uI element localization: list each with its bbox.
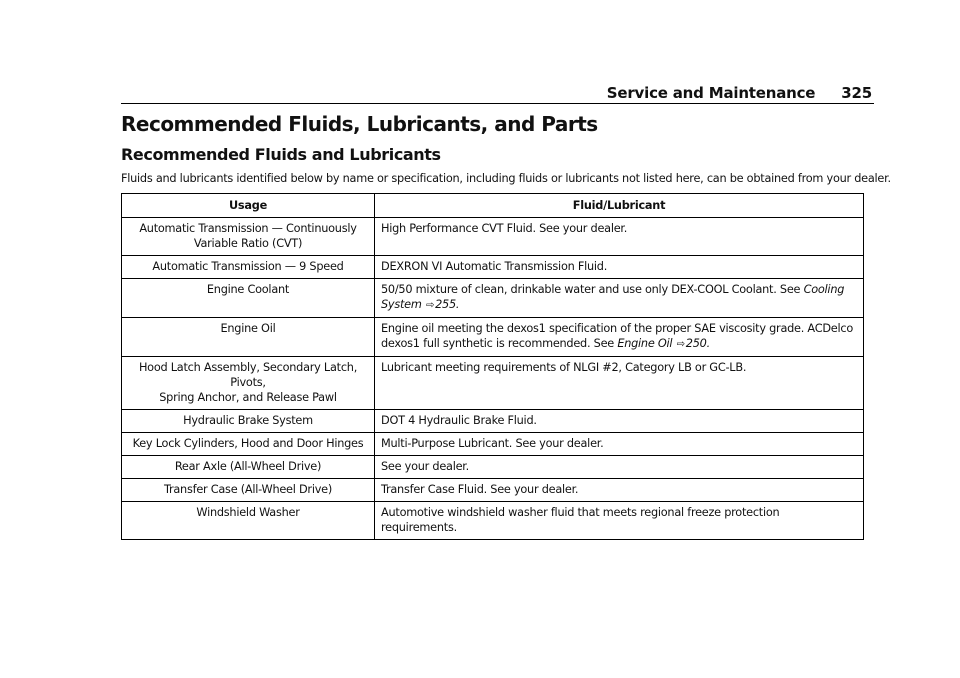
column-header-fluid: Fluid/Lubricant (375, 194, 864, 218)
fluid-text: 50/50 mixture of clean, drinkable water and use only DEX-COOL Coolant. See (381, 283, 804, 296)
fluid-text: Automotive windshield washer fluid that meets regional freeze protection requirements. (381, 506, 780, 534)
usage-cell (122, 318, 375, 357)
usage-text: Variable Ratio (CVT) (193, 237, 303, 250)
usage-text: Automatic Transmission — 9 Speed (152, 260, 344, 273)
fluid-text: High Performance CVT Fluid. See your dealer. (381, 222, 628, 235)
usage-text: Hood Latch Assembly, Secondary Latch, Pivots, (138, 361, 358, 389)
fluid-text: Multi-Purpose Lubricant. See your dealer. (381, 437, 604, 450)
page-title: Recommended Fluids, Lubricants, and Parts (121, 112, 598, 136)
usage-cell (122, 479, 375, 502)
usage-cell (122, 279, 375, 318)
usage-text: Engine Oil (220, 322, 276, 335)
usage-text: Windshield Washer (196, 506, 300, 519)
table-row (122, 279, 864, 318)
table-row (122, 318, 864, 357)
fluid-cell (375, 456, 864, 479)
table-row (122, 479, 864, 502)
header-rule (121, 103, 874, 104)
fluid-text: Engine oil meeting the dexos1 specification of the proper SAE viscosity grade. ACDelco dexos1 full synthetic is recommended. See (381, 322, 853, 350)
fluid-cell (375, 357, 864, 410)
page-ref-arrow-icon: ⇨ (425, 300, 435, 311)
fluid-text: DOT 4 Hydraulic Brake Fluid. (381, 414, 537, 427)
intro-paragraph: Fluids and lubricants identified below by name or specification, including fluids or lubricants not listed here, can be obtained from your dealer. (121, 172, 891, 185)
fluid-cell (375, 279, 864, 318)
usage-text: Engine Coolant (206, 283, 290, 296)
cross-reference-link[interactable]: Engine Oil (617, 337, 673, 350)
usage-text: Spring Anchor, and Release Pawl (159, 391, 337, 404)
section-title: Service and Maintenance (606, 84, 816, 102)
fluids-table (121, 193, 864, 540)
usage-cell (122, 502, 375, 540)
fluid-cell (375, 433, 864, 456)
usage-cell (122, 218, 375, 256)
usage-cell (122, 410, 375, 433)
table-row (122, 256, 864, 279)
fluid-cell (375, 479, 864, 502)
fluid-text: See your dealer. (381, 460, 469, 473)
fluid-text: Transfer Case Fluid. See your dealer. (381, 483, 579, 496)
cross-reference-page[interactable]: 250. (685, 337, 710, 350)
usage-cell (122, 456, 375, 479)
usage-cell (122, 433, 375, 456)
fluid-cell (375, 318, 864, 357)
cross-reference-page[interactable]: 255. (435, 298, 460, 311)
usage-text: Rear Axle (All-Wheel Drive) (174, 460, 322, 473)
page-number: 325 (841, 84, 872, 102)
table-row (122, 456, 864, 479)
table-row (122, 433, 864, 456)
table-row (122, 502, 864, 540)
usage-text: Key Lock Cylinders, Hood and Door Hinges (132, 437, 364, 450)
fluid-cell (375, 410, 864, 433)
fluid-cell (375, 218, 864, 256)
cross-reference-link[interactable]: Cooling System (381, 283, 845, 311)
column-header-usage: Usage (122, 194, 375, 218)
fluid-text: Lubricant meeting requirements of NLGI #2, Category LB or GC-LB. (381, 361, 747, 374)
table-row (122, 218, 864, 256)
section-subtitle: Recommended Fluids and Lubricants (121, 145, 441, 164)
usage-cell (122, 357, 375, 410)
usage-text: Automatic Transmission — Continuously (139, 222, 357, 235)
fluid-cell (375, 502, 864, 540)
usage-cell (122, 256, 375, 279)
table-header-row (122, 194, 864, 218)
usage-text: Hydraulic Brake System (183, 414, 313, 427)
page-ref-arrow-icon: ⇨ (676, 339, 685, 350)
table-row (122, 357, 864, 410)
table-row (122, 410, 864, 433)
fluid-cell (375, 256, 864, 279)
running-header (560, 84, 872, 104)
usage-text: Transfer Case (All-Wheel Drive) (163, 483, 333, 496)
fluid-text: DEXRON VI Automatic Transmission Fluid. (381, 260, 608, 273)
